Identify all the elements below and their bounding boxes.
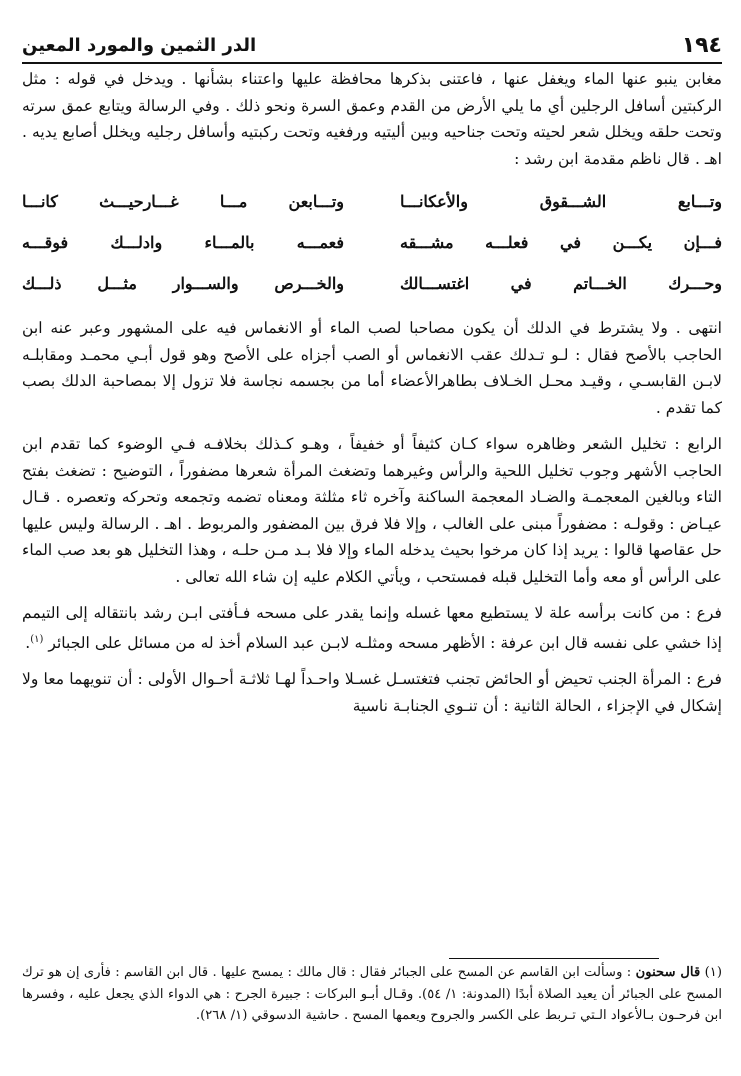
verse-3-first-hemistich: وحـــرك الخـــاتم في اغتســـالك (400, 274, 722, 294)
footnote-reference[interactable]: (١) (30, 633, 44, 645)
page-number: ١٩٤ (681, 32, 722, 58)
page-header (22, 28, 722, 64)
main-text (22, 66, 722, 729)
footnote-number: (١) (704, 965, 722, 980)
verse-3-second-hemistich: والخـــرص والســـوار مثـــل ذلـــك (22, 274, 344, 294)
paragraph-4-text: فرع : من كانت برأسه علة لا يستطيع معها غسله وإنما يقدر على مسحه فـأفتى ابـن رشد بانتقاله إلى التيمم إذا خشي على نفسه قال ابن عرفة : الأظهر مسحه ومثلـه لابـن عبد السلام أخذ له من مسائل على الجبائر (22, 604, 722, 652)
paragraph-4 (22, 600, 722, 656)
verse-1-first-hemistich: وتـــابع الشـــقوق والأعكانـــا (400, 192, 722, 212)
running-title: الدر الثمين والمورد المعين (22, 34, 257, 56)
paragraph-5: فرع : المرأة الجنب تحيض أو الحائض تجنب فتغتسـل غسـلا واحـداً لهـا ثلاثـة أحـوال الأولى : أن تنويهما معا ولا إشكال في الإجزاء ، الحالة الثانية : أن تنـوي الجنابـة ناسية (22, 670, 722, 715)
verse-1 (22, 182, 722, 223)
paragraph-1: مغابن ينبو عنها الماء ويغفل عنها ، فاعتنى بذكرها محافظة عليها واعتناء بشأنها . ويدخل في قوله : مثل الركبتين أسافل الرجلين أي ما يلي الأرض من القدم وعمق السرة ونحو ذلك . وفي الرسالة ويتابع عمق سرته وتحت حلقه ويخلل شعر لحيته وتحت جناحيه وبين أليتيه ورفغيه وتحت ركبتيه وأسافل رجليه ويخلل أصابع يديه . اهـ . قال ناظم مقدمة ابن رشد : (22, 70, 722, 168)
footnote-separator (449, 958, 659, 959)
paragraph-4-end: . (25, 633, 31, 652)
poem-verses (22, 182, 722, 305)
paragraph-2: انتهى . ولا يشترط في الدلك أن يكون مصاحبا لصب الماء أو الانغماس فيه على المشهور وعبر عنه ابن الحاجب بالأصح فقال : لـو تـدلك عقب الانغماس أو الصب أجزاه على الأصح وهو قول أبـي محمـد ومقابلـه لابـن القابسـي ، وقيـد محـل الخـلاف بطاهرالأعضاء أما من بجسمه نجاسة فلا تزول إلا بمصاحبة الدلك بصب كما تقدم . (22, 319, 722, 417)
verse-1-second-hemistich: وتـــابعن مـــا غـــارحيـــث كانـــا (22, 192, 344, 212)
verse-2-second-hemistich: فعمـــه بالمـــاء وادلـــك فوقـــه (22, 233, 344, 253)
paragraph-3: الرابع : تخليل الشعر وظاهره سواء كـان كثيفاً أو خفيفاً ، وهـو كـذلك بخلافـه فـي الوضوء كما تقدم ابن الحاجب الأشهر وجوب تخليل اللحية والرأس وغيرهما وتضغث المرأة شعرها مضفوراً ، التوضيح : تضغث بفتح التاء وبالغين المعجمـة والضـاد المعجمة الساكنة وآخره ثاء مثلثة ومعناه تضمه وتجمعه وتحركه وتعصره . قـال عيـاض : وقولـه : مضفوراً مبنى على الغالب ، وإلا فلا فرق بين المضفور والمربوط . اهـ . الرسالة وليس عليها حل عقاصها قالوا : يريد إذا كان مرخوا بحيث يدخله الماء وإلا فلا بـد مـن حلـه ، وهذا التخليل هو بعد صب الماء على الرأس أو معه وأما التخليل قبله فمستحب ، ويأتي الكلام عليه إن شاء الله تعالى . (22, 435, 722, 586)
footnote-text: : وسألت ابن القاسم عن المسح على الجبائر فقال : قال مالك : يمسح عليها . قال ابن القاسم : فأرى إن هو ترك المسح على الجبائر أن يعيد الصلاة أبدًا (المدونة: ١/ ٥٤). وقـال أبـو البركات : جبيرة الجرح : هي الدواء الذي يجعل عليه ، وفسرها ابن فرحـون بـالأعواد الـتي تـربط على الكسر والجروح ويعمها المسح . حاشية الدسوقي (١/ ٢٦٨). (22, 965, 722, 1023)
verse-3 (22, 264, 722, 305)
footnote-lead: قال سحنون (635, 965, 701, 980)
verse-2-first-hemistich: فـــإن يكـــن في فعلـــه مشـــقه (400, 233, 722, 253)
footnote (22, 962, 722, 1027)
verse-2 (22, 223, 722, 264)
